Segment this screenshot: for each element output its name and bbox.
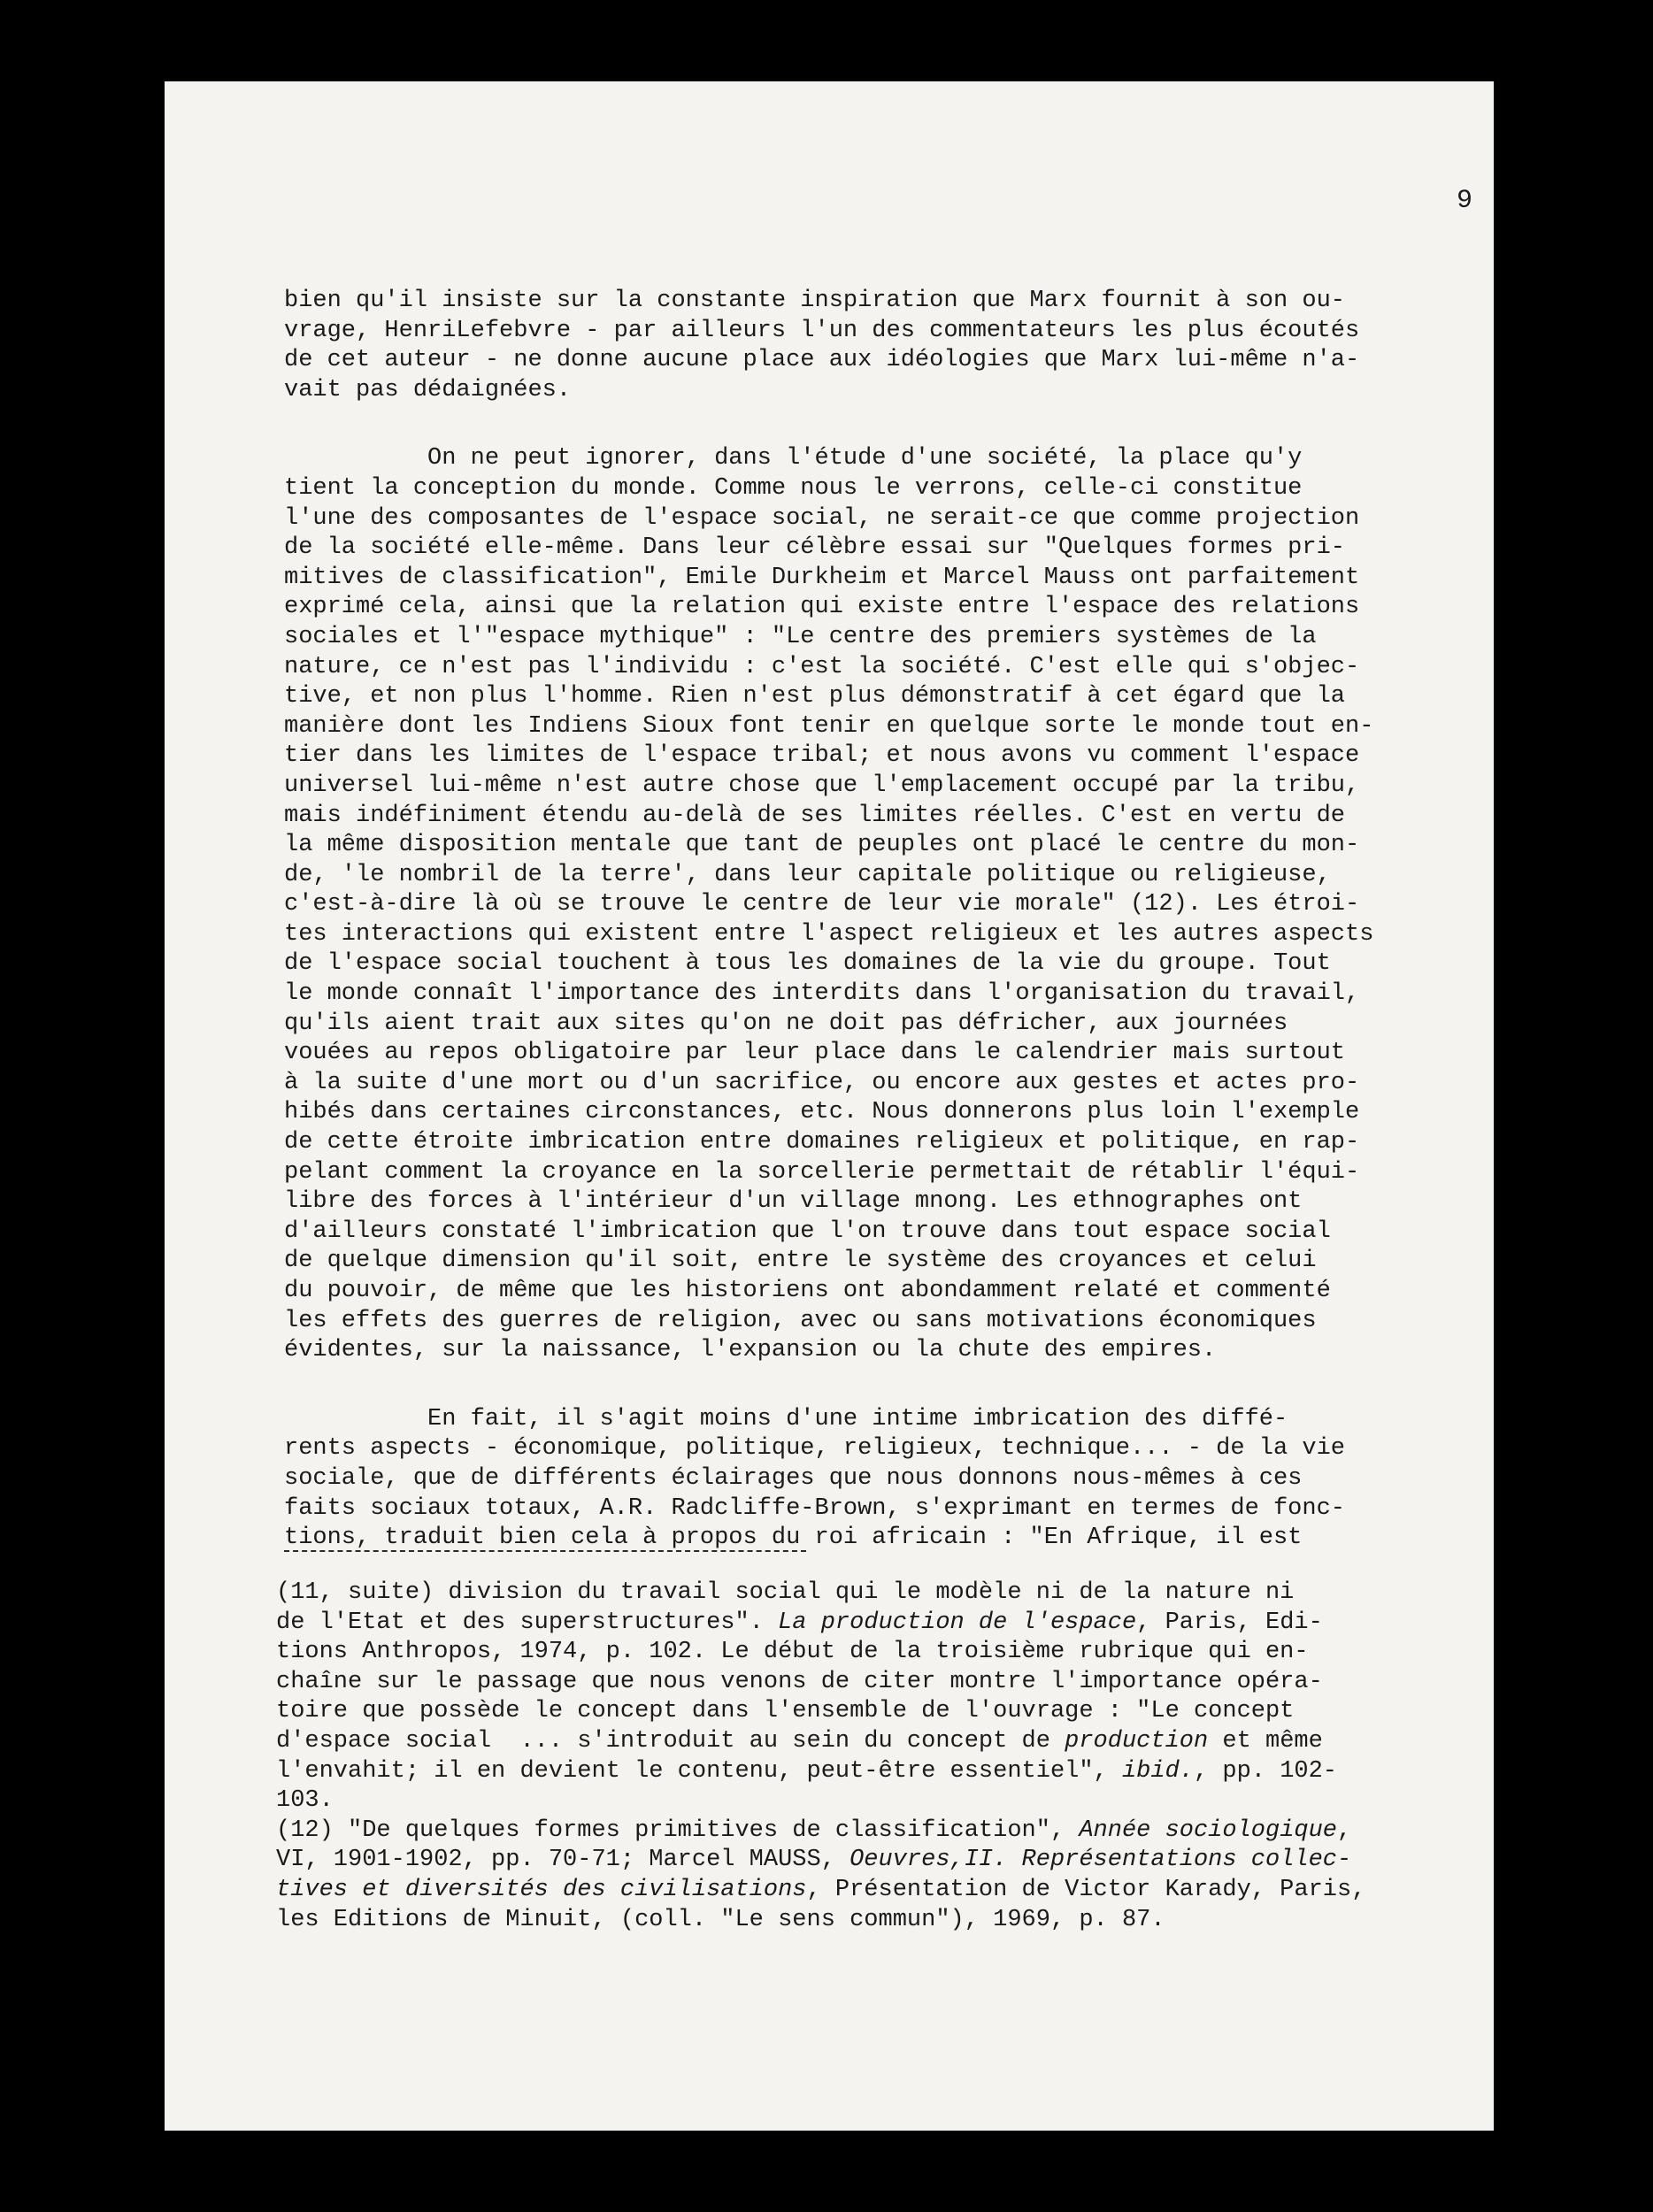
page-number: 9 xyxy=(1457,186,1473,216)
text-line: le monde connaît l'importance des interdits dans l'organisation du travail, xyxy=(284,980,1360,1008)
text-line: qu'ils aient trait aux sites qu'on ne doit pas défricher, aux journées xyxy=(284,1010,1288,1037)
text-line: de cette étroite imbrication entre domaines religieux et politique, en rap- xyxy=(284,1129,1360,1156)
text-line: c'est-à-dire là où se trouve le centre de leur vie morale" (12). Les étroi- xyxy=(284,891,1360,918)
paragraph-gap xyxy=(284,405,1397,444)
text-line: faits sociaux totaux, A.R. Radcliffe-Brown, s'exprimant en termes de fonc- xyxy=(284,1494,1345,1522)
italic-term: ibid. xyxy=(1121,1757,1194,1785)
text-line: exprimé cela, ainsi que la relation qui existe entre l'espace des relations xyxy=(284,594,1360,621)
text-line: tier dans les limites de l'espace tribal; et nous avons vu comment l'espace xyxy=(284,742,1360,770)
text-line: tive, et non plus l'homme. Rien n'est plus démonstratif à cet égard que la xyxy=(284,683,1345,710)
text-line: tient la conception du monde. Comme nous le verrons, celle-ci constitue xyxy=(284,474,1303,502)
text-line: à la suite d'une mort ou d'un sacrifice, ou encore aux gestes et actes pro- xyxy=(284,1069,1360,1096)
text-line xyxy=(276,1846,1400,1876)
text-line: manière dont les Indiens Sioux font tenir en quelque sorte le monde tout en- xyxy=(284,712,1374,740)
text-line: l'une des composantes de l'espace social, ne serait-ce que comme projection xyxy=(284,504,1360,532)
text-line: sociale, que de différents éclairages que nous donnons nous-mêmes à ces xyxy=(284,1464,1303,1492)
book-title: tives et diversités des civilisations xyxy=(276,1876,807,1903)
paragraph-1 xyxy=(284,287,1397,405)
text-line: de la société elle-même. Dans leur célèbre essai sur "Quelques formes pri- xyxy=(284,534,1345,562)
text-line: la même disposition mentale que tant de peuples ont placé le centre du mon- xyxy=(284,832,1360,859)
text-line: les effets des guerres de religion, avec ou sans motivations économiques xyxy=(284,1307,1317,1334)
text-line: hibés dans certaines circonstances, etc. Nous donnerons plus loin l'exemple xyxy=(284,1099,1360,1126)
text-line: (11, suite) division du travail social qui le modèle ni de la nature ni xyxy=(276,1579,1295,1606)
paragraph-gap xyxy=(284,1366,1397,1405)
text-line: On ne peut ignorer, dans l'étude d'une société, la place qu'y xyxy=(284,445,1303,472)
text-line xyxy=(276,1816,1400,1847)
book-title: Oeuvres,II. Représentations collec- xyxy=(850,1847,1352,1874)
text-run: et même xyxy=(1208,1727,1323,1755)
book-title: La production de l'espace xyxy=(778,1609,1137,1636)
text-line: d'ailleurs constaté l'imbrication que l'on trouve dans tout espace social xyxy=(284,1217,1331,1245)
text-run: l'envahit; il en devient le contenu, peut-être essentiel", xyxy=(276,1757,1122,1785)
text-line: chaîne sur le passage que nous venons de citer montre l'importance opéra- xyxy=(276,1668,1323,1695)
text-run: VI, 1901-1902, pp. 70-71; Marcel MAUSS, xyxy=(276,1847,850,1874)
journal-title: Année sociologique xyxy=(1079,1816,1338,1844)
text-run: d'espace social ... s'introduit au sein du concept de xyxy=(276,1727,1065,1755)
text-line xyxy=(276,1757,1400,1787)
footnote-12 xyxy=(276,1816,1400,1935)
paragraph-3 xyxy=(284,1405,1397,1554)
text-line: vait pas dédaignées. xyxy=(284,376,572,403)
text-line: tes interactions qui existent entre l'aspect religieux et les autres aspects xyxy=(284,920,1374,948)
text-run: de l'Etat et des superstructures". xyxy=(276,1609,779,1636)
text-run: (12) "De quelques formes primitives de classification", xyxy=(276,1816,1080,1844)
text-run: , pp. 102- xyxy=(1193,1757,1338,1785)
text-run: , Paris, Edi- xyxy=(1136,1609,1323,1636)
text-line: universel lui-même n'est autre chose que l'emplacement occupé par la tribu, xyxy=(284,772,1360,799)
text-line: libre des forces à l'intérieur d'un village mnong. Les ethnographes ont xyxy=(284,1188,1303,1216)
text-line: évidentes, sur la naissance, l'expansion ou la chute des empires. xyxy=(284,1337,1217,1364)
text-line: de, 'le nombril de la terre', dans leur capitale politique ou religieuse, xyxy=(284,861,1331,888)
body-text xyxy=(284,287,1397,1554)
text-line xyxy=(276,1727,1400,1757)
text-line: de cet auteur - ne donne aucune place aux idéologies que Marx lui-même n'a- xyxy=(284,347,1360,374)
text-line: les Editions de Minuit, (coll. "Le sens commun"), 1969, p. 87. xyxy=(276,1906,1165,1933)
text-run: , xyxy=(1337,1816,1352,1844)
text-line xyxy=(276,1876,1400,1906)
text-line: bien qu'il insiste sur la constante inspiration que Marx fournit à son ou- xyxy=(284,288,1345,314)
footnotes xyxy=(276,1578,1400,1935)
text-run: , Présentation de Victor Karady, Paris, xyxy=(806,1876,1366,1903)
text-line: mitives de classification", Emile Durkheim et Marcel Mauss ont parfaitement xyxy=(284,564,1360,591)
text-line: tions Anthropos, 1974, p. 102. Le début de la troisième rubrique qui en- xyxy=(276,1639,1309,1666)
text-line: 103. xyxy=(276,1787,334,1815)
italic-term: production xyxy=(1065,1727,1209,1755)
text-line xyxy=(276,1609,1400,1639)
text-line: du pouvoir, de même que les historiens ont abondamment relaté et commenté xyxy=(284,1278,1331,1304)
text-line: mais indéfiniment étendu au-delà de ses limites réelles. C'est en vertu de xyxy=(284,802,1345,829)
text-line: rents aspects - économique, politique, religieux, technique... - de la vie xyxy=(284,1435,1345,1463)
paragraph-2 xyxy=(284,444,1397,1365)
text-line: vrage, HenriLefebvre - par ailleurs l'un des commentateurs les plus écoutés xyxy=(284,317,1360,344)
text-line: pelant comment la croyance en la sorcellerie permettait de rétablir l'équi- xyxy=(284,1158,1360,1186)
text-line: sociales et l'"espace mythique" : "Le centre des premiers systèmes de la xyxy=(284,623,1317,650)
footnote-11 xyxy=(276,1578,1400,1816)
footnote-separator xyxy=(284,1550,806,1552)
text-line: En fait, il s'agit moins d'une intime imbrication des diffé- xyxy=(284,1405,1288,1432)
document-page xyxy=(165,81,1494,2131)
text-line: de quelque dimension qu'il soit, entre le système des croyances et celui xyxy=(284,1248,1317,1275)
text-line: toire que possède le concept dans l'ensemble de l'ouvrage : "Le concept xyxy=(276,1698,1295,1725)
text-line: nature, ce n'est pas l'individu : c'est la société. C'est elle qui s'objec- xyxy=(284,653,1360,680)
text-line: de l'espace social touchent à tous les domaines de la vie du groupe. Tout xyxy=(284,950,1331,978)
text-line: tions, traduit bien cela à propos du roi africain : "En Afrique, il est xyxy=(284,1525,1303,1552)
text-line: vouées au repos obligatoire par leur place dans le calendrier mais surtout xyxy=(284,1040,1345,1067)
